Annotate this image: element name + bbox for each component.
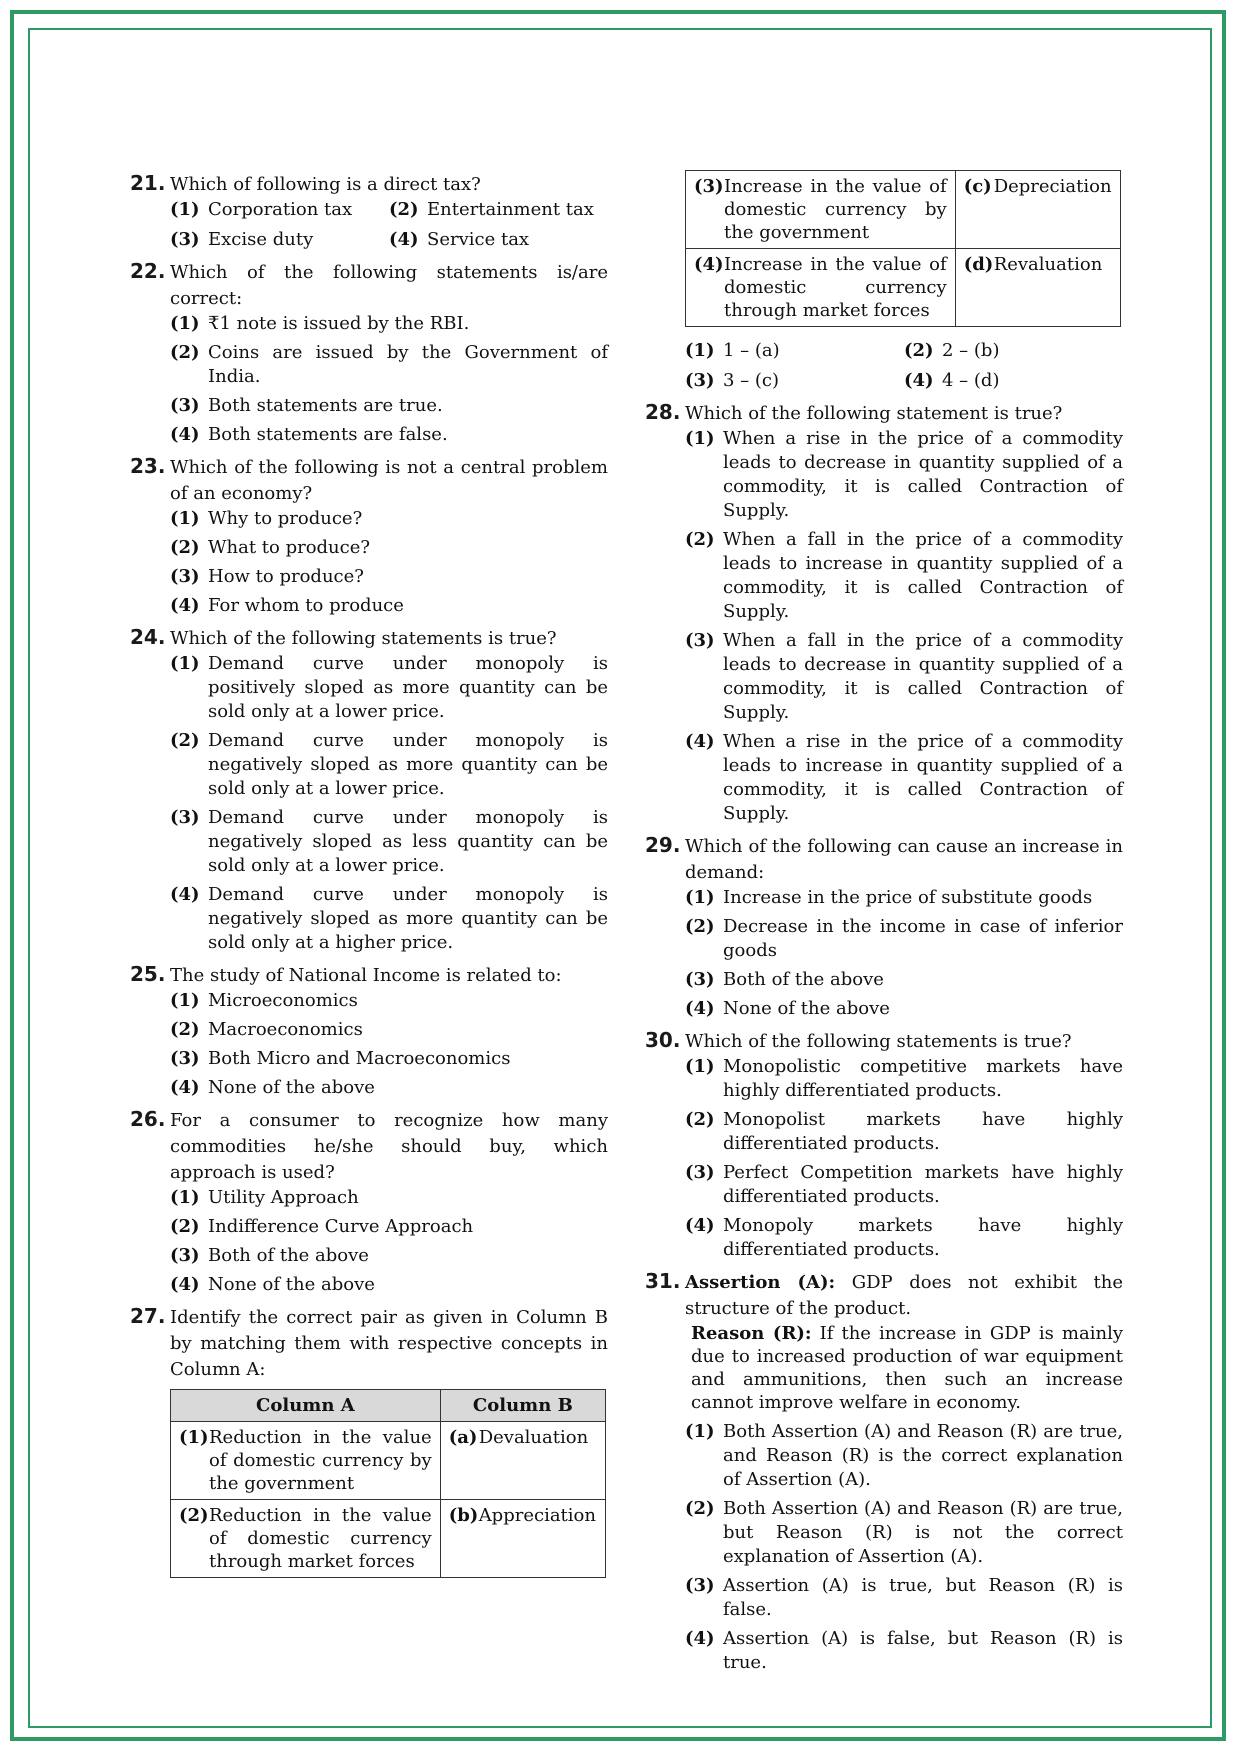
question-27 xyxy=(130,1303,608,1578)
option-2[interactable] xyxy=(170,341,608,389)
option-number: (1) xyxy=(170,990,200,1011)
option-number: (1) xyxy=(170,313,200,334)
option-2[interactable] xyxy=(389,198,608,222)
options xyxy=(685,1055,1123,1262)
option-3[interactable] xyxy=(170,228,389,252)
option-4[interactable] xyxy=(170,594,608,618)
option-text: Assertion (A) is true, but Reason (R) is false. xyxy=(723,1575,1123,1620)
question-21 xyxy=(130,170,608,252)
cell-letter: (b) xyxy=(448,1505,479,1526)
option-number: (3) xyxy=(685,1162,715,1183)
cell-number: (4) xyxy=(694,254,724,275)
option-3[interactable] xyxy=(170,565,608,589)
option-text: Both Assertion (A) and Reason (R) are true, but Reason (R) is not the correct explanation of Assertion (A). xyxy=(723,1498,1123,1567)
option-4[interactable] xyxy=(685,730,1123,826)
option-2[interactable] xyxy=(685,915,1123,963)
option-text: Demand curve under monopoly is negatively sloped as more quantity can be sold only at a lower price. xyxy=(208,730,608,799)
option-number: (4) xyxy=(170,1274,200,1295)
option-number: (1) xyxy=(170,508,200,529)
option-4[interactable] xyxy=(170,423,608,447)
question-30 xyxy=(645,1027,1123,1262)
option-text: 2 – (b) xyxy=(942,340,1000,361)
column-b-cell xyxy=(955,171,1120,249)
option-text: When a rise in the price of a commodity leads to decrease in quantity supplied of a commodity, it is called Contraction of Supply. xyxy=(723,428,1123,521)
option-text: 1 – (a) xyxy=(723,340,780,361)
option-number: (2) xyxy=(170,1216,200,1237)
reason-label: Reason (R): xyxy=(691,1323,812,1344)
table-row xyxy=(686,249,1121,327)
left-column xyxy=(130,170,608,1584)
option-1[interactable] xyxy=(170,1186,608,1210)
question-26 xyxy=(130,1106,608,1297)
option-number: (4) xyxy=(904,370,934,391)
question-text: Which of the following statements is true? xyxy=(170,628,557,649)
question-number: 25. xyxy=(130,962,166,986)
question-text: Which of the following statement is true? xyxy=(685,403,1063,424)
question-number: 26. xyxy=(130,1107,166,1131)
option-text: Utility Approach xyxy=(208,1187,359,1208)
question-24 xyxy=(130,624,608,955)
column-a-cell xyxy=(686,171,956,249)
assertion-text: GDP does not exhibit the structure of the product. xyxy=(685,1272,1123,1319)
option-number: (2) xyxy=(170,342,200,363)
question-number: 21. xyxy=(130,171,166,195)
option-number: (1) xyxy=(685,887,715,908)
right-column xyxy=(645,170,1123,1681)
cell-number: (3) xyxy=(694,176,724,197)
option-3[interactable] xyxy=(685,369,904,393)
question-23 xyxy=(130,453,608,618)
question-text: Identify the correct pair as given in Column B by matching them with respective concepts in Column A: xyxy=(170,1307,608,1380)
cell-letter: (d) xyxy=(963,254,994,275)
option-number: (1) xyxy=(170,199,200,220)
option-number: (3) xyxy=(170,229,200,250)
options xyxy=(685,339,1123,393)
cell-text: Increase in the value of domestic currency through market forces xyxy=(724,254,947,321)
option-4[interactable] xyxy=(685,1214,1123,1262)
option-number: (3) xyxy=(170,1245,200,1266)
option-number: (1) xyxy=(685,1056,715,1077)
option-3[interactable] xyxy=(170,394,608,418)
option-number: (2) xyxy=(685,916,715,937)
option-number: (3) xyxy=(170,395,200,416)
option-3[interactable] xyxy=(170,806,608,878)
option-number: (4) xyxy=(170,424,200,445)
option-number: (3) xyxy=(170,566,200,587)
option-text: None of the above xyxy=(208,1274,375,1295)
question-22 xyxy=(130,258,608,447)
option-text: Both Micro and Macroeconomics xyxy=(208,1048,511,1069)
option-number: (3) xyxy=(685,370,715,391)
option-text: Service tax xyxy=(427,229,530,250)
option-text: For whom to produce xyxy=(208,595,404,616)
question-number: 23. xyxy=(130,454,166,478)
option-3[interactable] xyxy=(685,629,1123,725)
options xyxy=(170,652,608,955)
option-number: (2) xyxy=(904,340,934,361)
option-text: Both statements are false. xyxy=(208,424,448,445)
option-1[interactable] xyxy=(685,1420,1123,1492)
option-number: (4) xyxy=(685,1628,715,1649)
option-number: (2) xyxy=(170,1019,200,1040)
table-row xyxy=(171,1422,606,1500)
option-number: (2) xyxy=(685,529,715,550)
option-text: Monopoly markets have highly differentiated products. xyxy=(723,1215,1123,1260)
option-2[interactable] xyxy=(685,528,1123,624)
option-2[interactable] xyxy=(170,1018,608,1042)
question-31 xyxy=(645,1268,1123,1675)
option-text: Entertainment tax xyxy=(427,199,594,220)
question-text: Which of the following statements is true? xyxy=(685,1031,1072,1052)
option-1[interactable] xyxy=(170,312,608,336)
column-a-cell xyxy=(171,1422,441,1500)
option-text: ₹1 note is issued by the RBI. xyxy=(208,313,470,334)
option-text: Both of the above xyxy=(208,1245,369,1266)
cell-text: Appreciation xyxy=(478,1505,596,1526)
option-3[interactable] xyxy=(685,968,1123,992)
reason-text: If the increase in GDP is mainly due to increased production of war equipment and ammunitions, then such an increase cannot improve welfare in economy. xyxy=(691,1323,1123,1413)
question-29 xyxy=(645,832,1123,1021)
column-b-cell xyxy=(440,1422,605,1500)
column-b-header: Column B xyxy=(440,1390,605,1422)
option-number: (3) xyxy=(685,1575,715,1596)
option-text: None of the above xyxy=(723,998,890,1019)
question-text: The study of National Income is related to: xyxy=(170,965,562,986)
option-text: Perfect Competition markets have highly differentiated products. xyxy=(723,1162,1123,1207)
option-text: Increase in the price of substitute goods xyxy=(723,887,1093,908)
option-text: Demand curve under monopoly is negatively sloped as less quantity can be sold only at a lower price. xyxy=(208,807,608,876)
option-text: Why to produce? xyxy=(208,508,363,529)
option-number: (2) xyxy=(685,1109,715,1130)
option-4[interactable] xyxy=(170,1076,608,1100)
match-table-part-1 xyxy=(170,1389,606,1578)
option-number: (4) xyxy=(685,731,715,752)
question-text: Which of the following can cause an increase in demand: xyxy=(685,836,1123,883)
cell-text: Revaluation xyxy=(993,254,1103,275)
assertion-label: Assertion (A): xyxy=(685,1272,836,1293)
option-2[interactable] xyxy=(170,729,608,801)
option-text: Both Assertion (A) and Reason (R) are true, and Reason (R) is the correct explanation of Assertion (A). xyxy=(723,1421,1123,1490)
option-text: Macroeconomics xyxy=(208,1019,363,1040)
option-2[interactable] xyxy=(170,1215,608,1239)
cell-text: Reduction in the value of domestic currency by the government xyxy=(209,1427,432,1494)
question-number: 31. xyxy=(645,1269,681,1293)
option-text: Demand curve under monopoly is negatively sloped as more quantity can be sold only at a higher price. xyxy=(208,884,608,953)
option-1[interactable] xyxy=(170,652,608,724)
option-number: (4) xyxy=(685,998,715,1019)
column-a-header: Column A xyxy=(171,1390,441,1422)
match-table-part-2 xyxy=(685,170,1121,327)
option-text: 4 – (d) xyxy=(942,370,1000,391)
option-4[interactable] xyxy=(389,228,608,252)
option-text: Monopolistic competitive markets have highly differentiated products. xyxy=(723,1056,1123,1101)
assertion xyxy=(685,1270,1123,1322)
question-number: 27. xyxy=(130,1304,166,1328)
question-text: Which of the following statements is/are correct: xyxy=(170,262,608,309)
question-number: 28. xyxy=(645,400,681,424)
option-text: Assertion (A) is false, but Reason (R) is true. xyxy=(723,1628,1123,1673)
options xyxy=(685,886,1123,1021)
cell-text: Devaluation xyxy=(478,1427,589,1448)
option-text: How to produce? xyxy=(208,566,364,587)
column-a-cell xyxy=(171,1500,441,1578)
option-text: When a fall in the price of a commodity leads to increase in quantity supplied of a commodity, it is called Contraction of Supply. xyxy=(723,529,1123,622)
option-text: Microeconomics xyxy=(208,990,358,1011)
option-text: Monopolist markets have highly differentiated products. xyxy=(723,1109,1123,1154)
option-number: (3) xyxy=(685,630,715,651)
options xyxy=(170,989,608,1100)
option-2[interactable] xyxy=(904,339,1123,363)
options xyxy=(685,1420,1123,1675)
question-27-continued xyxy=(645,170,1123,393)
question-28 xyxy=(645,399,1123,826)
cell-letter: (a) xyxy=(448,1427,478,1448)
option-number: (1) xyxy=(170,1187,200,1208)
option-3[interactable] xyxy=(685,1574,1123,1622)
option-1[interactable] xyxy=(170,989,608,1013)
options xyxy=(170,1186,608,1297)
question-25 xyxy=(130,961,608,1100)
option-number: (4) xyxy=(170,884,200,905)
option-text: 3 – (c) xyxy=(723,370,780,391)
option-number: (3) xyxy=(170,1048,200,1069)
question-number: 24. xyxy=(130,625,166,649)
table-header-row xyxy=(171,1390,606,1422)
option-text: Both of the above xyxy=(723,969,884,990)
table-row xyxy=(686,171,1121,249)
option-4[interactable] xyxy=(170,883,608,955)
cell-text: Increase in the value of domestic currency by the government xyxy=(724,176,947,243)
column-a-cell xyxy=(686,249,956,327)
option-number: (1) xyxy=(685,428,715,449)
option-4[interactable] xyxy=(904,369,1123,393)
cell-number: (1) xyxy=(179,1427,209,1448)
question-text: For a consumer to recognize how many commodities he/she should buy, which approach is used? xyxy=(170,1110,608,1183)
options xyxy=(170,198,608,252)
option-1[interactable] xyxy=(170,198,389,222)
option-number: (4) xyxy=(170,1077,200,1098)
option-text: Decrease in the income in case of inferior goods xyxy=(723,916,1123,961)
option-number: (2) xyxy=(685,1498,715,1519)
option-2[interactable] xyxy=(685,1497,1123,1569)
option-number: (2) xyxy=(170,537,200,558)
option-text: Demand curve under monopoly is positively sloped as more quantity can be sold only at a lower price. xyxy=(208,653,608,722)
cell-number: (2) xyxy=(179,1505,209,1526)
options xyxy=(170,312,608,447)
option-number: (4) xyxy=(389,229,419,250)
option-number: (2) xyxy=(170,730,200,751)
option-1[interactable] xyxy=(685,427,1123,523)
option-number: (2) xyxy=(389,199,419,220)
reason xyxy=(685,1322,1123,1414)
option-3[interactable] xyxy=(170,1047,608,1071)
option-number: (4) xyxy=(685,1215,715,1236)
option-2[interactable] xyxy=(685,1108,1123,1156)
option-number: (3) xyxy=(685,969,715,990)
question-text: Which of the following is not a central problem of an economy? xyxy=(170,457,608,504)
match-table-wrap xyxy=(170,1389,608,1578)
option-4[interactable] xyxy=(170,1273,608,1297)
question-number: 22. xyxy=(130,259,166,283)
option-number: (1) xyxy=(685,1421,715,1442)
option-text: Both statements are true. xyxy=(208,395,443,416)
option-text: When a fall in the price of a commodity leads to decrease in quantity supplied of a commodity, it is called Contraction of Supply. xyxy=(723,630,1123,723)
cell-text: Reduction in the value of domestic currency through market forces xyxy=(209,1505,432,1572)
option-3[interactable] xyxy=(170,1244,608,1268)
option-1[interactable] xyxy=(685,1055,1123,1103)
option-4[interactable] xyxy=(685,1627,1123,1675)
option-1[interactable] xyxy=(685,339,904,363)
option-text: Indifference Curve Approach xyxy=(208,1216,474,1237)
option-3[interactable] xyxy=(685,1161,1123,1209)
column-b-cell xyxy=(955,249,1120,327)
cell-letter: (c) xyxy=(963,176,992,197)
option-number: (1) xyxy=(685,340,715,361)
table-row xyxy=(171,1500,606,1578)
options xyxy=(170,507,608,618)
option-1[interactable] xyxy=(685,886,1123,910)
column-b-cell xyxy=(440,1500,605,1578)
option-text: Coins are issued by the Government of India. xyxy=(208,342,608,387)
option-number: (3) xyxy=(170,807,200,828)
option-text: Excise duty xyxy=(208,229,314,250)
question-number: 29. xyxy=(645,833,681,857)
option-number: (4) xyxy=(170,595,200,616)
option-number: (1) xyxy=(170,653,200,674)
option-4[interactable] xyxy=(685,997,1123,1021)
option-1[interactable] xyxy=(170,507,608,531)
question-number: 30. xyxy=(645,1028,681,1052)
option-text: What to produce? xyxy=(208,537,371,558)
option-text: Corporation tax xyxy=(208,199,353,220)
options xyxy=(685,427,1123,826)
option-text: None of the above xyxy=(208,1077,375,1098)
cell-text: Depreciation xyxy=(993,176,1112,197)
question-text: Which of following is a direct tax? xyxy=(170,174,481,195)
option-2[interactable] xyxy=(170,536,608,560)
option-text: When a rise in the price of a commodity leads to increase in quantity supplied of a commodity, it is called Contraction of Supply. xyxy=(723,731,1123,824)
